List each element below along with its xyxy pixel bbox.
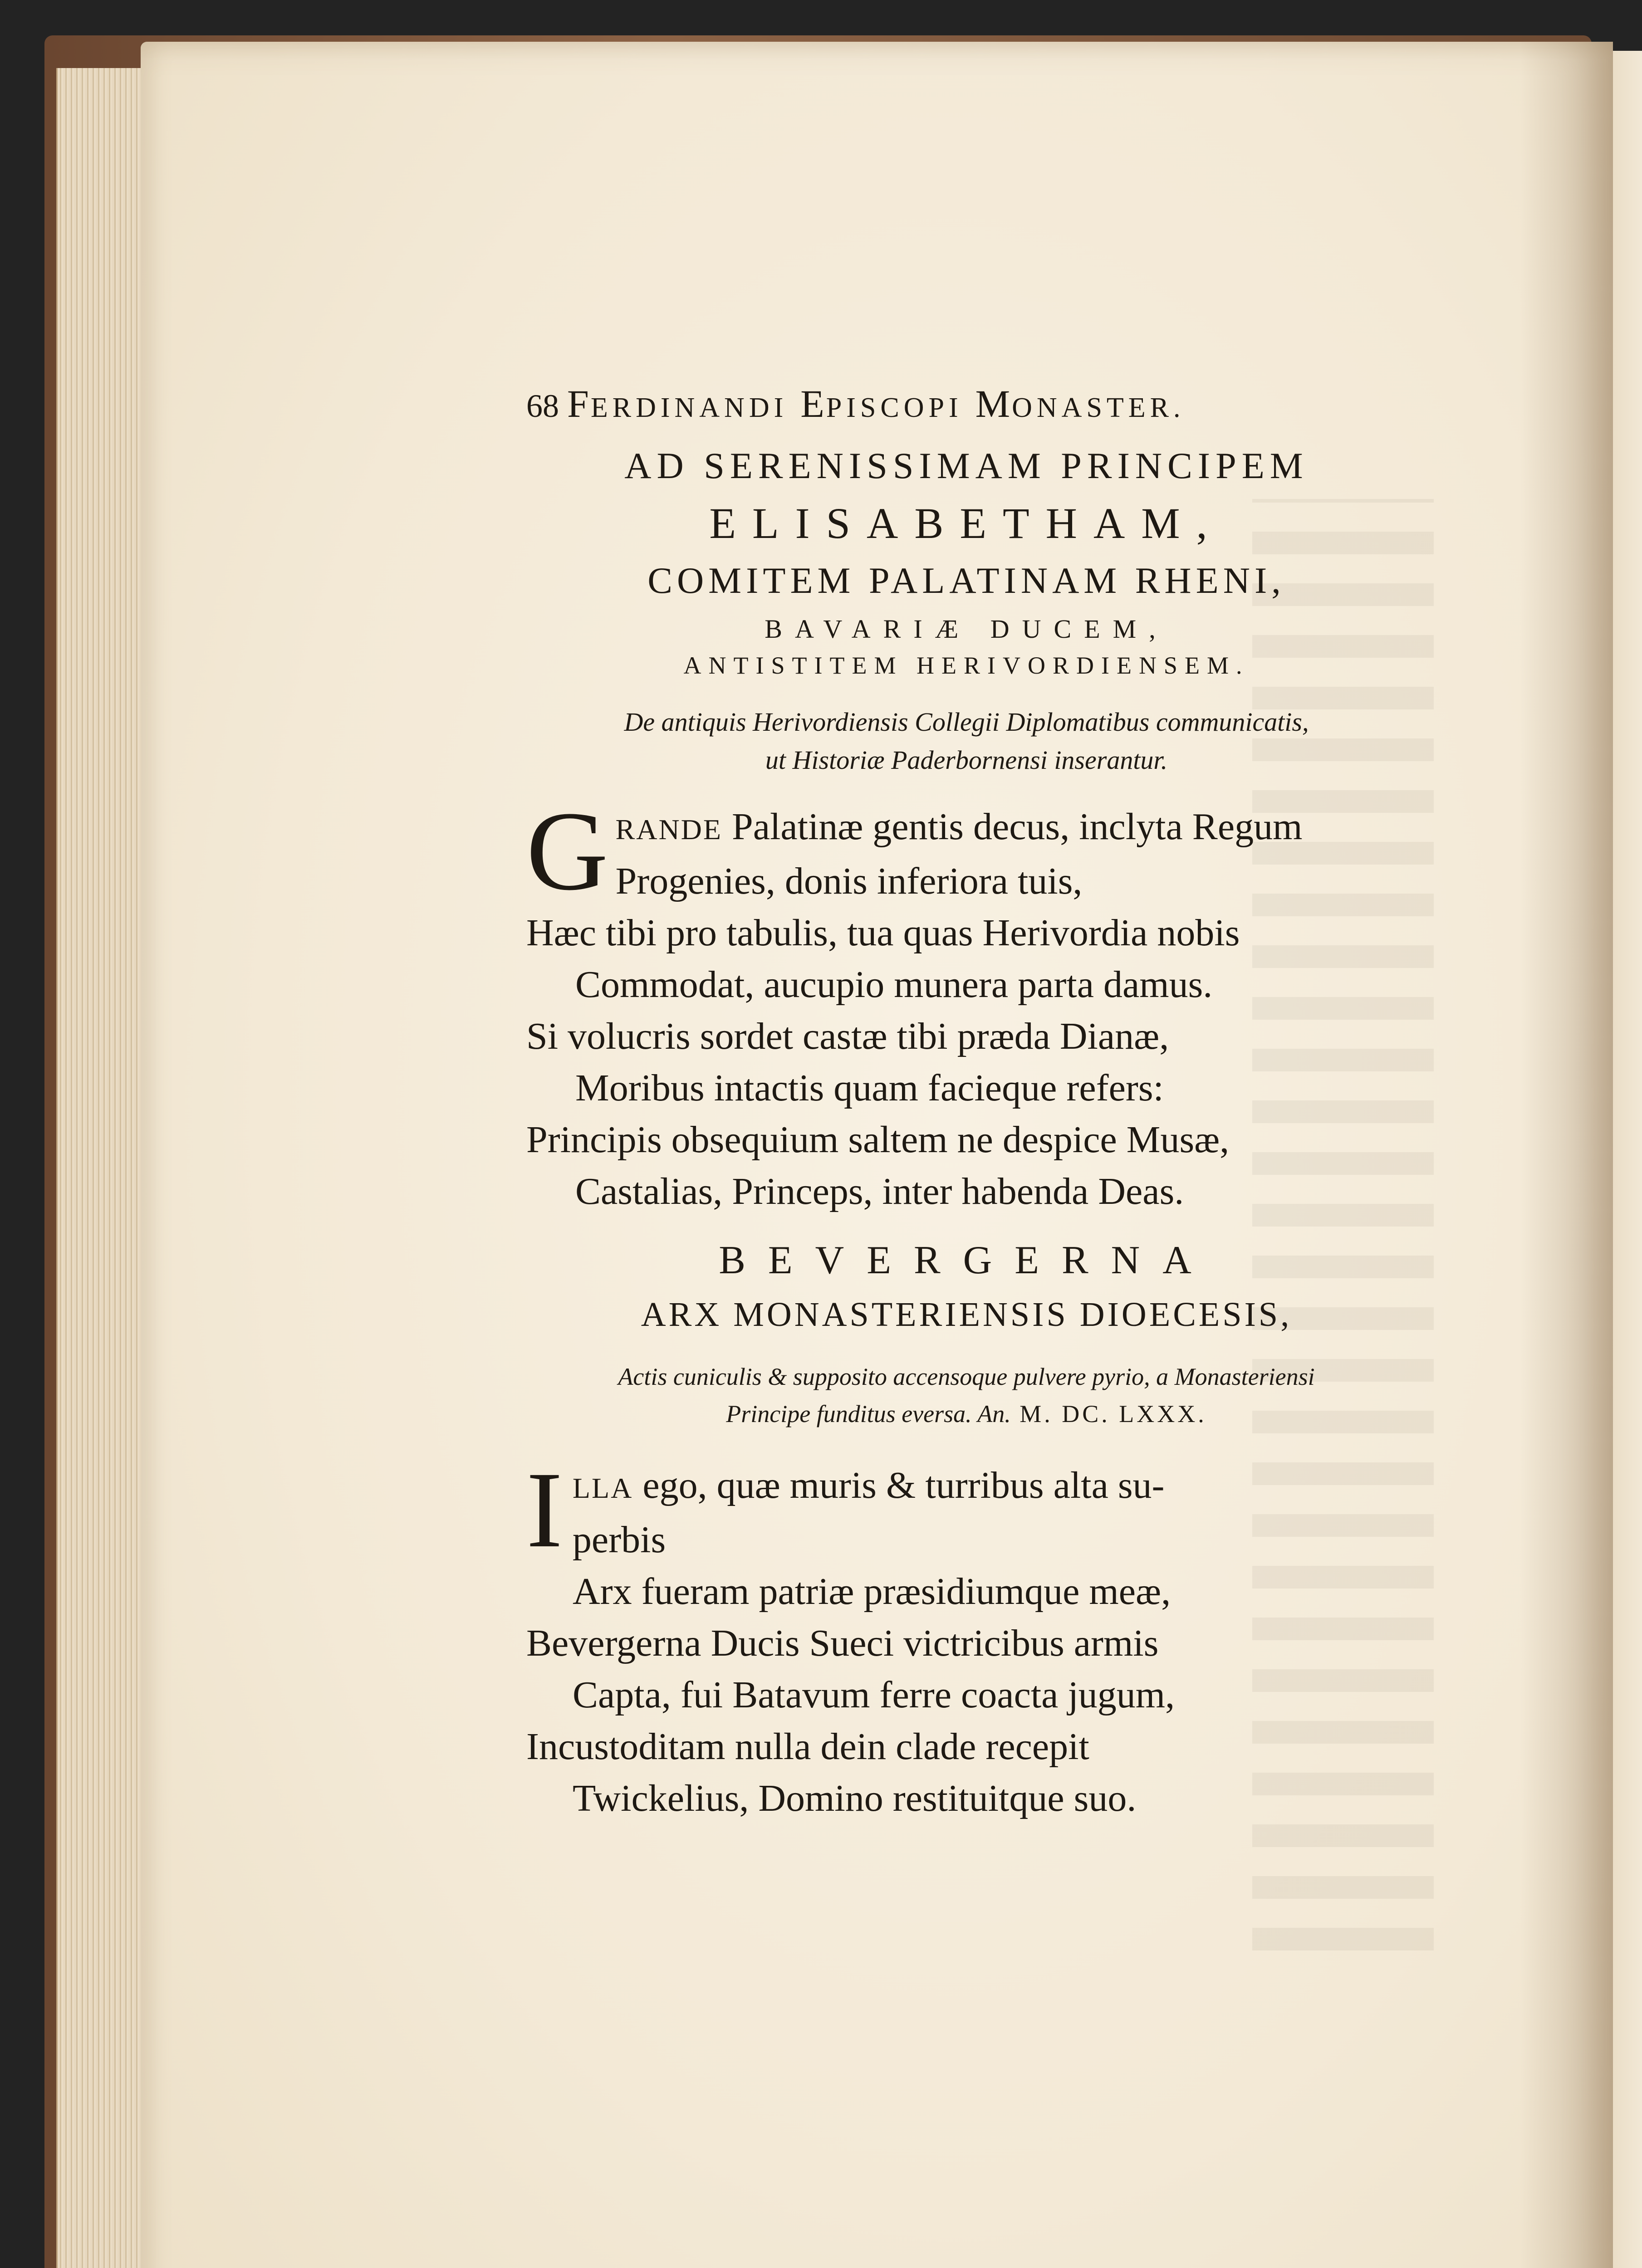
poem-1 [526,788,1407,1217]
poem-2-line-5: Incustoditam nulla dein clade recepit [526,1725,1089,1768]
poem-2 [526,1449,1407,1824]
poem-2-line-3: Bevergerna Ducis Sueci victricibus armis [526,1622,1159,1664]
title-line-1: AD SERENISSIMAM PRINCIPEM [624,445,1309,486]
poem-1-line-7: Principis obsequium saltem ne despice Musæ, [526,1119,1230,1161]
caption-line-2: Principe funditus eversa. An. M. DC. LXXX. [726,1400,1207,1427]
poem-1-line-1: RANDE Palatinæ gentis decus, inclyta Regum [615,806,1303,848]
drop-cap-initial-2: I [526,1449,563,1570]
poem-1-line-8: Castalias, Princeps, inter habenda Deas. [575,1170,1184,1212]
dedication [526,703,1407,779]
dedication-line-2: ut Historiæ Paderbornensi inserantur. [765,745,1168,775]
section-title: BEVERGERNA [719,1238,1214,1282]
poem-2-line-1b: perbis [572,1519,666,1561]
page-number: 68 [526,388,559,424]
section-caption [526,1358,1407,1432]
text-block [526,381,1407,1824]
running-head: 68 F ERDINANDI E PISCOPI M ONASTER. [526,382,1185,425]
drop-cap-initial: G [526,788,608,914]
title-line-4: BAVARIÆ DUCEM, [765,614,1168,644]
poem-1-line-3: Hæc tibi pro tabulis, tua quas Herivordia nobis [526,912,1240,954]
page-stack-edge [56,68,153,2268]
gutter-shadow [1520,42,1613,2268]
poem-2-line-4: Capta, fui Batavum ferre coacta jugum, [573,1674,1175,1716]
poem-2-line-2: Arx fueram patriæ præsidiumque meæ, [573,1570,1171,1613]
caption-line-1: Actis cuniculis & supposito accensoque pulvere pyrio, a Monasteriensi [618,1363,1315,1390]
poem-1-line-5: Si volucris sordet castæ tibi præda Dianæ, [526,1015,1169,1057]
section-subtitle: ARX MONASTERIENSIS DIOECESIS, [641,1295,1292,1334]
poem-1-line-2: Progenies, donis inferiora tuis, [615,860,1083,902]
poem-1-line-6: Moribus intactis quam facieque refers: [575,1067,1164,1109]
poem-2-line-6: Twickelius, Domino restituitque suo. [573,1777,1137,1819]
poem-2-line-1: LLA ego, quæ muris & turribus alta su- [572,1464,1165,1506]
poem-1-line-4: Commodat, aucupio munera parta damus. [575,963,1213,1006]
title-line-5: ANTISTITEM HERIVORDIENSEM. [683,652,1250,679]
dedication-line-1: De antiquis Herivordiensis Collegii Diplomatibus communicatis, [624,707,1309,737]
title-line-3: COMITEM PALATINAM RHENI, [647,560,1285,601]
title-line-2: ELISABETHAM, [709,499,1224,547]
